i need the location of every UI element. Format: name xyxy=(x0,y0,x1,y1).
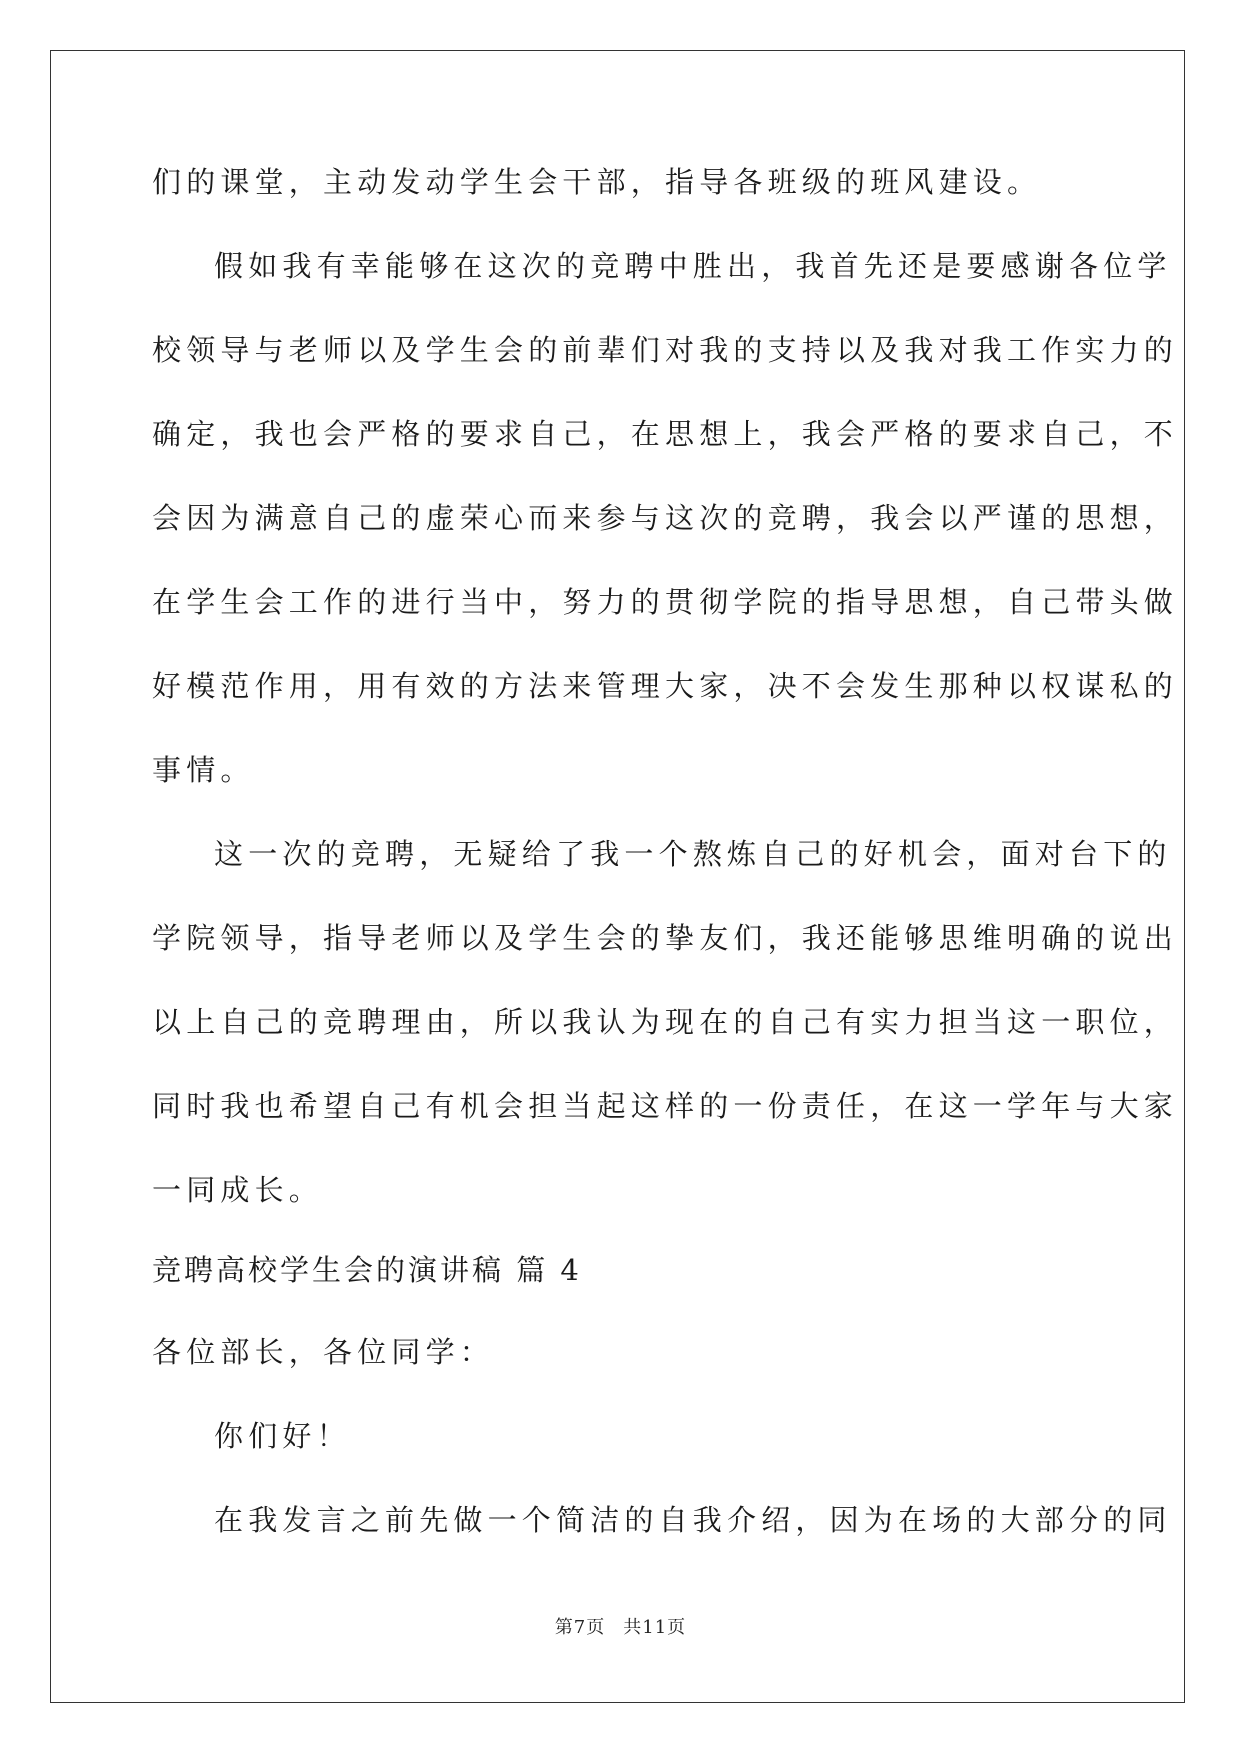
text-line: 学院领导，指导老师以及学生会的挚友们，我还能够思维明确的说出 xyxy=(152,921,1179,955)
text-line: 好模范作用，用有效的方法来管理大家，决不会发生那种以权谋私的 xyxy=(152,669,1179,703)
page-number-current: 第7页 xyxy=(554,1617,606,1638)
section-heading: 竞聘高校学生会的演讲稿 篇 4 xyxy=(152,1253,582,1287)
page-footer xyxy=(0,1613,1241,1639)
greeting-line: 你们好！ xyxy=(214,1419,351,1453)
paragraph-start-line: 这一次的竞聘，无疑给了我一个熬炼自己的好机会，面对台下的 xyxy=(214,837,1172,871)
text-line: 确定，我也会严格的要求自己，在思想上，我会严格的要求自己，不 xyxy=(152,417,1179,451)
text-line: 以上自己的竞聘理由，所以我认为现在的自己有实力担当这一职位， xyxy=(152,1005,1179,1039)
text-line: 会因为满意自己的虚荣心而来参与这次的竞聘，我会以严谨的思想， xyxy=(152,501,1179,535)
text-line: 在学生会工作的进行当中，努力的贯彻学院的指导思想，自己带头做 xyxy=(152,585,1179,619)
text-line: 校领导与老师以及学生会的前辈们对我的支持以及我对我工作实力的 xyxy=(152,333,1179,367)
text-line: 一同成长。 xyxy=(152,1173,324,1207)
text-line: 事情。 xyxy=(152,753,255,787)
text-line: 们的课堂，主动发动学生会干部，指导各班级的班风建设。 xyxy=(152,165,1042,199)
paragraph-start-line: 假如我有幸能够在这次的竞聘中胜出，我首先还是要感谢各位学 xyxy=(214,249,1172,283)
paragraph-start-line: 在我发言之前先做一个简洁的自我介绍，因为在场的大部分的同 xyxy=(214,1503,1172,1537)
text-line: 同时我也希望自己有机会担当起这样的一份责任，在这一学年与大家 xyxy=(152,1089,1179,1123)
page-number-total: 共11页 xyxy=(623,1617,687,1638)
salutation-line: 各位部长，各位同学： xyxy=(152,1335,495,1369)
